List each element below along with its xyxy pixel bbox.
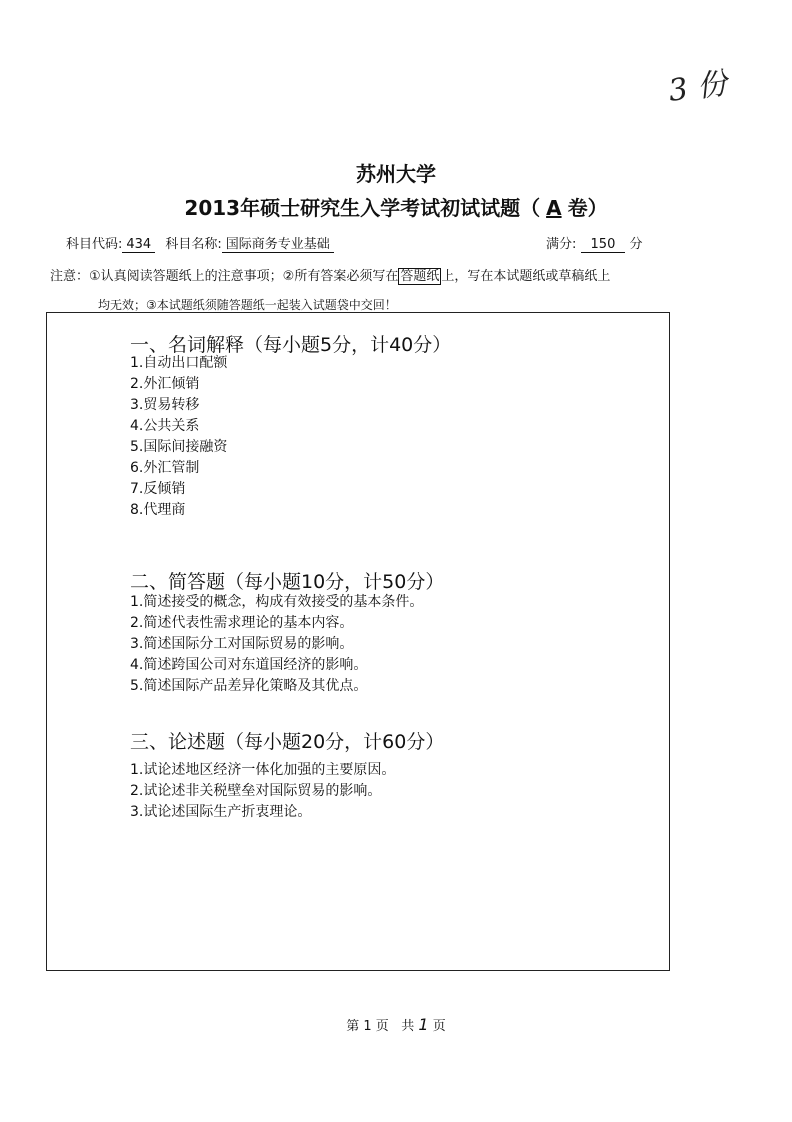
list-item: 6.外汇管制 [130, 460, 200, 476]
section-3-items [130, 760, 395, 823]
score-value: 150 [581, 237, 626, 253]
notice-line-2: 均无效；③本试题纸须随答题纸一起装入试题袋中交回！ [98, 298, 397, 312]
notice-label: 注意： [50, 269, 90, 284]
section-1-items [130, 353, 227, 521]
section-title: 一、名词解释（每小题5分，计40分） [130, 334, 452, 356]
notice-boxed-text: 答题纸 [400, 269, 440, 284]
list-item: 2.外汇倾销 [130, 376, 200, 392]
section-title: 二、简答题（每小题10分，计50分） [130, 571, 445, 593]
list-item: 5.简述国际产品差异化策略及其优点。 [130, 678, 368, 694]
list-item: 1.自动出口配额 [130, 355, 228, 371]
university-name: 苏州大学 [356, 162, 436, 186]
name-value: 国际商务专业基础 [222, 237, 334, 253]
handwritten-note: 3 份 [666, 66, 730, 109]
exam-title [0, 192, 792, 221]
list-item: 4.简述跨国公司对东道国经济的影响。 [130, 657, 368, 673]
list-item: 7.反倾销 [130, 481, 186, 497]
list-item: 1.试论述地区经济一体化加强的主要原因。 [130, 762, 396, 778]
score-label: 满分: [546, 237, 577, 252]
list-item: 4.公共关系 [130, 418, 200, 434]
exam-title-suffix: 卷） [567, 196, 608, 220]
list-item: 2.简述代表性需求理论的基本内容。 [130, 615, 354, 631]
list-item: 1.简述接受的概念，构成有效接受的基本条件。 [130, 594, 424, 610]
list-item: 3.试论述国际生产折衷理论。 [130, 804, 312, 820]
total-label: 共 [401, 1019, 415, 1034]
section-2-items [130, 592, 423, 697]
notice-line-1 [50, 265, 610, 284]
page-footer [0, 1015, 792, 1034]
code-value: 434 [122, 237, 155, 253]
list-item: 3.贸易转移 [130, 397, 200, 413]
list-item: 3.简述国际分工对国际贸易的影响。 [130, 636, 354, 652]
notice-text: ①认真阅读答题纸上的注意事项；②所有答案必须写在 [89, 269, 399, 284]
list-item: 5.国际间接融资 [130, 439, 228, 455]
list-item: 2.试论述非关税壁垒对国际贸易的影响。 [130, 783, 382, 799]
page-number: 第 1 页 [346, 1019, 389, 1034]
exam-title-prefix: 2013年硕士研究生入学考试初试试题（ [184, 196, 541, 220]
total-pages: 1 [418, 1015, 429, 1034]
total-suffix: 页 [432, 1019, 446, 1034]
code-label: 科目代码: [66, 237, 123, 252]
section-title: 三、论述题（每小题20分，计60分） [130, 731, 445, 753]
list-item: 8.代理商 [130, 502, 186, 518]
score-unit: 分 [629, 237, 643, 252]
paper-version: A [546, 196, 562, 220]
full-score [546, 233, 643, 252]
subject-code [66, 233, 334, 252]
notice-text: 上，写在本试题纸或草稿纸上 [441, 269, 611, 284]
name-label: 科目名称: [165, 237, 222, 252]
